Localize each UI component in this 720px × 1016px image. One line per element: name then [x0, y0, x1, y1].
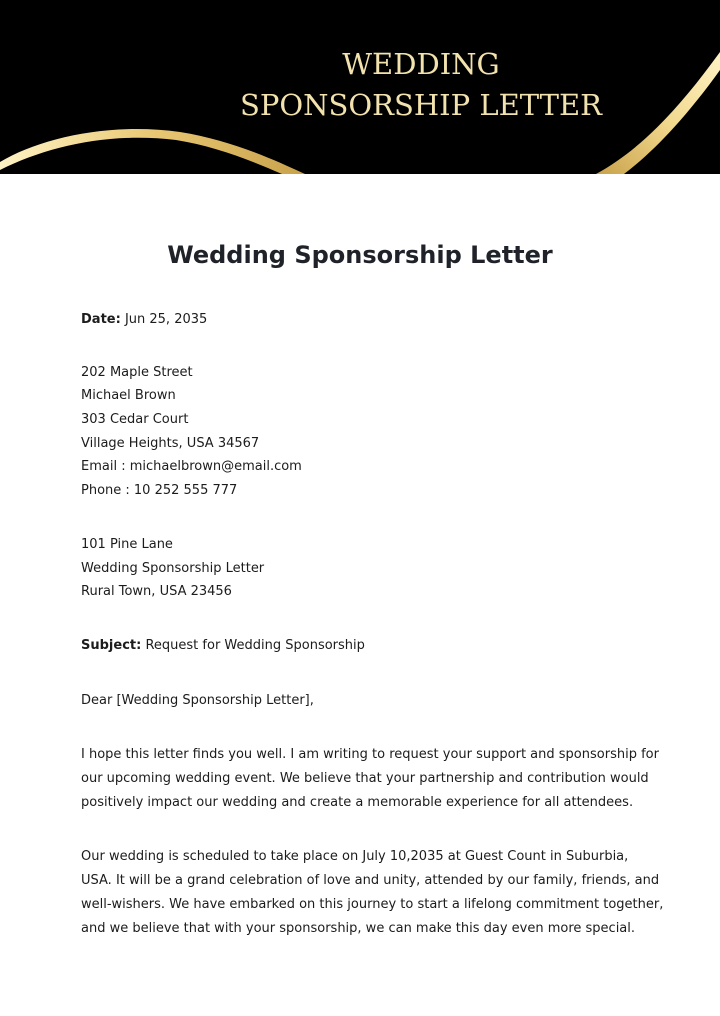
sender-line: 303 Cedar Court	[81, 412, 189, 427]
recipient-line: 101 Pine Lane	[81, 537, 173, 552]
recipient-line: Wedding Sponsorship Letter	[81, 561, 265, 576]
sender-phone: Phone : 10 252 555 777	[81, 483, 238, 498]
paragraph-line: I hope this letter finds you well. I am writing to request your support and sponsorship for	[81, 747, 659, 762]
paragraph-line: well-wishers. We have embarked on this journey to start a lifelong commitment together,	[81, 897, 664, 912]
body-paragraph-1	[81, 743, 659, 815]
date-line	[81, 311, 207, 329]
paragraph-line: USA. It will be a grand celebration of love and unity, attended by our family, friends, and	[81, 873, 660, 888]
date-label: Date:	[81, 312, 121, 327]
sender-line: Village Heights, USA 34567	[81, 436, 260, 451]
date-value: Jun 25, 2035	[124, 312, 208, 327]
paragraph-line: Our wedding is scheduled to take place on July 10,2035 at Guest Count in Suburbia,	[81, 849, 629, 864]
paragraph-line: positively impact our wedding and create a memorable experience for all attendees.	[81, 795, 634, 810]
subject-value: Request for Wedding Sponsorship	[145, 638, 365, 653]
sender-email: Email : michaelbrown@email.com	[81, 459, 302, 474]
banner-title-line-2: SPONSORSHIP LETTER	[239, 88, 602, 122]
header-banner	[0, 0, 720, 174]
gold-swoosh-decoration	[0, 0, 720, 174]
subject-label: Subject:	[81, 638, 142, 653]
paragraph-line: and we believe that with your sponsorship, we can make this day even more special.	[81, 921, 636, 936]
sender-line: Michael Brown	[81, 388, 176, 403]
paragraph-line: our upcoming wedding event. We believe that your partnership and contribution would	[81, 771, 649, 786]
sender-line: 202 Maple Street	[81, 365, 193, 380]
subject-line	[81, 637, 365, 655]
banner-title-line-1: WEDDING	[342, 47, 500, 81]
recipient-line: Rural Town, USA 23456	[81, 584, 232, 599]
body-paragraph-2	[81, 845, 664, 941]
salutation: Dear [Wedding Sponsorship Letter],	[81, 693, 314, 708]
document-title: Wedding Sponsorship Letter	[167, 241, 553, 269]
